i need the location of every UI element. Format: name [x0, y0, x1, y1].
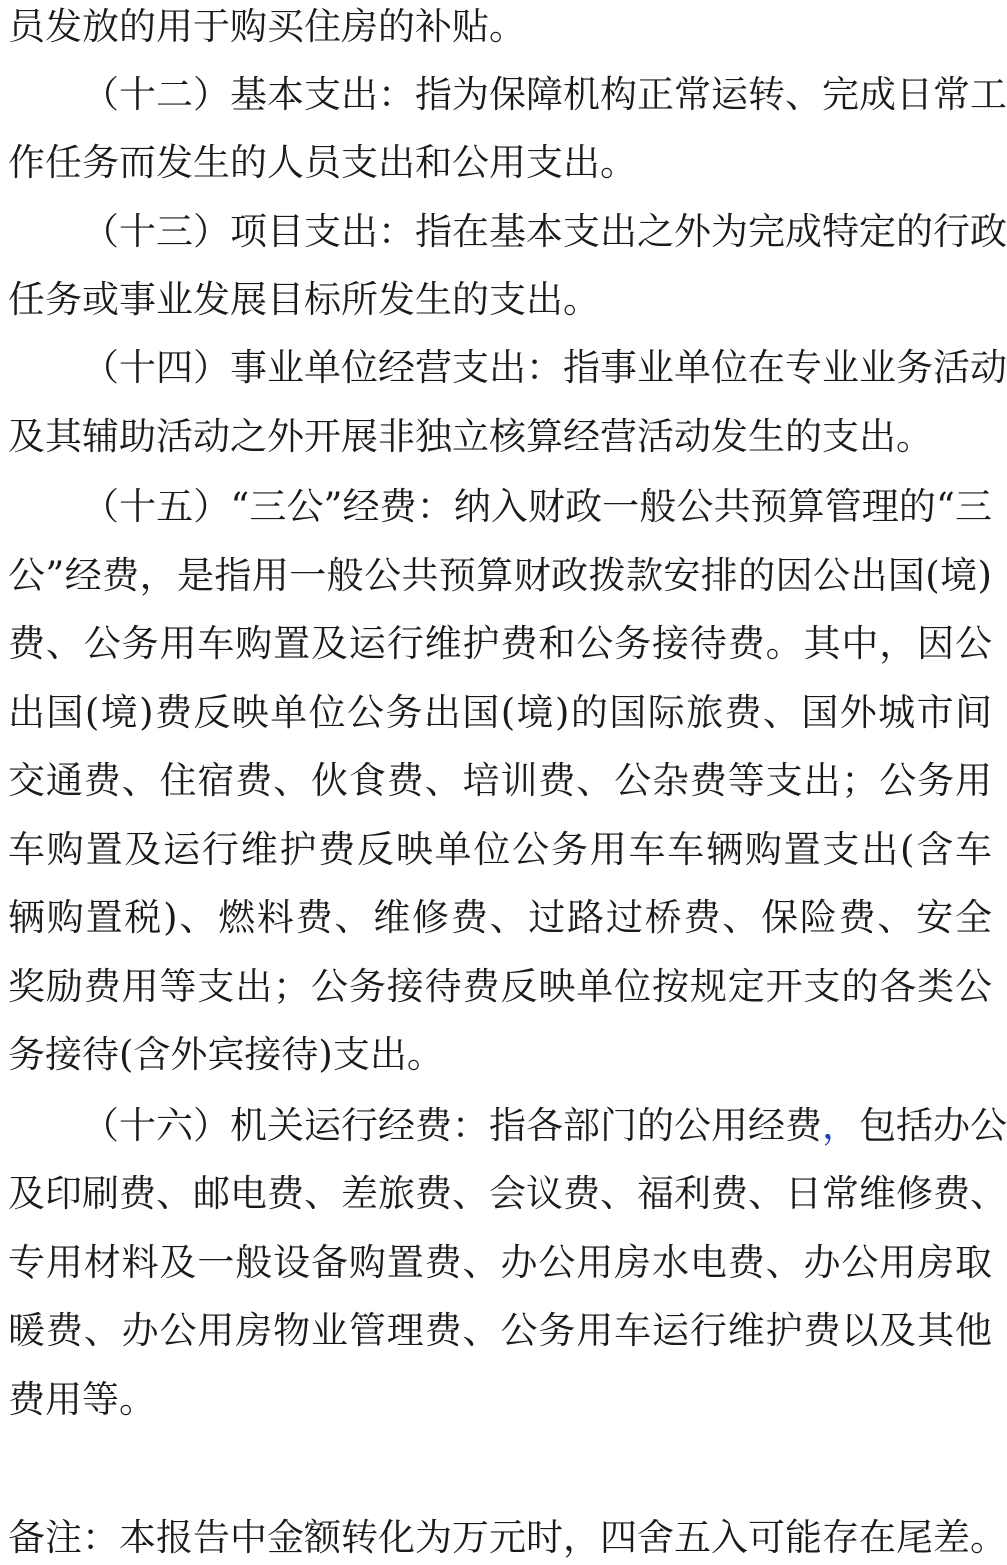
paragraph-line: 暖费、办公用房物业管理费、公务用车运行维护费以及其他	[8, 1309, 992, 1352]
paragraph-line: 出国(境)费反映单位公务出国(境)的国际旅费、国外城市间	[8, 691, 992, 734]
paragraph-line: （十二）基本支出：指为保障机构正常运转、完成日常工	[82, 73, 1007, 116]
footnote-line: 备注：本报告中金额转化为万元时，四舍五入可能存在尾差。	[8, 1516, 1007, 1559]
line-text: （十六）机关运行经费：指各部门的公用经费	[82, 1104, 822, 1147]
paragraph-line: 员发放的用于购买住房的补贴。	[8, 5, 526, 48]
paragraph-line: 奖励费用等支出；公务接待费反映单位按规定开支的各类公	[8, 965, 992, 1008]
paragraph-line: 费、公务用车购置及运行维护费和公务接待费。其中，因公	[8, 622, 992, 665]
paragraph-line: 费用等。	[8, 1378, 156, 1421]
paragraph-line: 辆购置税)、燃料费、维修费、过路过桥费、保险费、安全	[8, 896, 992, 939]
line-text: 包括办公	[859, 1104, 1007, 1147]
paragraph-line: 及其辅助活动之外开展非独立核算经营活动发生的支出。	[8, 415, 933, 458]
paragraph-line: 任务或事业发展目标所发生的支出。	[8, 278, 600, 321]
paragraph-line: 务接待(含外宾接待)支出。	[8, 1033, 444, 1076]
highlighted-comma: ，	[822, 1104, 859, 1147]
paragraph-line: （十五）“三公”经费：纳入财政一般公共预算管理的“三	[82, 485, 992, 528]
paragraph-line: 作任务而发生的人员支出和公用支出。	[8, 141, 637, 184]
paragraph-line: 车购置及运行维护费反映单位公务用车车辆购置支出(含车	[8, 828, 992, 871]
paragraph-line: （十三）项目支出：指在基本支出之外为完成特定的行政	[82, 210, 1007, 253]
paragraph-line: 专用材料及一般设备购置费、办公用房水电费、办公用房取	[8, 1241, 992, 1284]
paragraph-line: 交通费、住宿费、伙食费、培训费、公杂费等支出；公务用	[8, 759, 992, 802]
paragraph-line: 公”经费，是指用一般公共预算财政拨款安排的因公出国(境)	[8, 554, 992, 597]
paragraph-line: 及印刷费、邮电费、差旅费、会议费、福利费、日常维修费、	[8, 1172, 1007, 1215]
paragraph-line	[82, 1099, 1007, 1153]
paragraph-line: （十四）事业单位经营支出：指事业单位在专业业务活动	[82, 346, 1007, 389]
